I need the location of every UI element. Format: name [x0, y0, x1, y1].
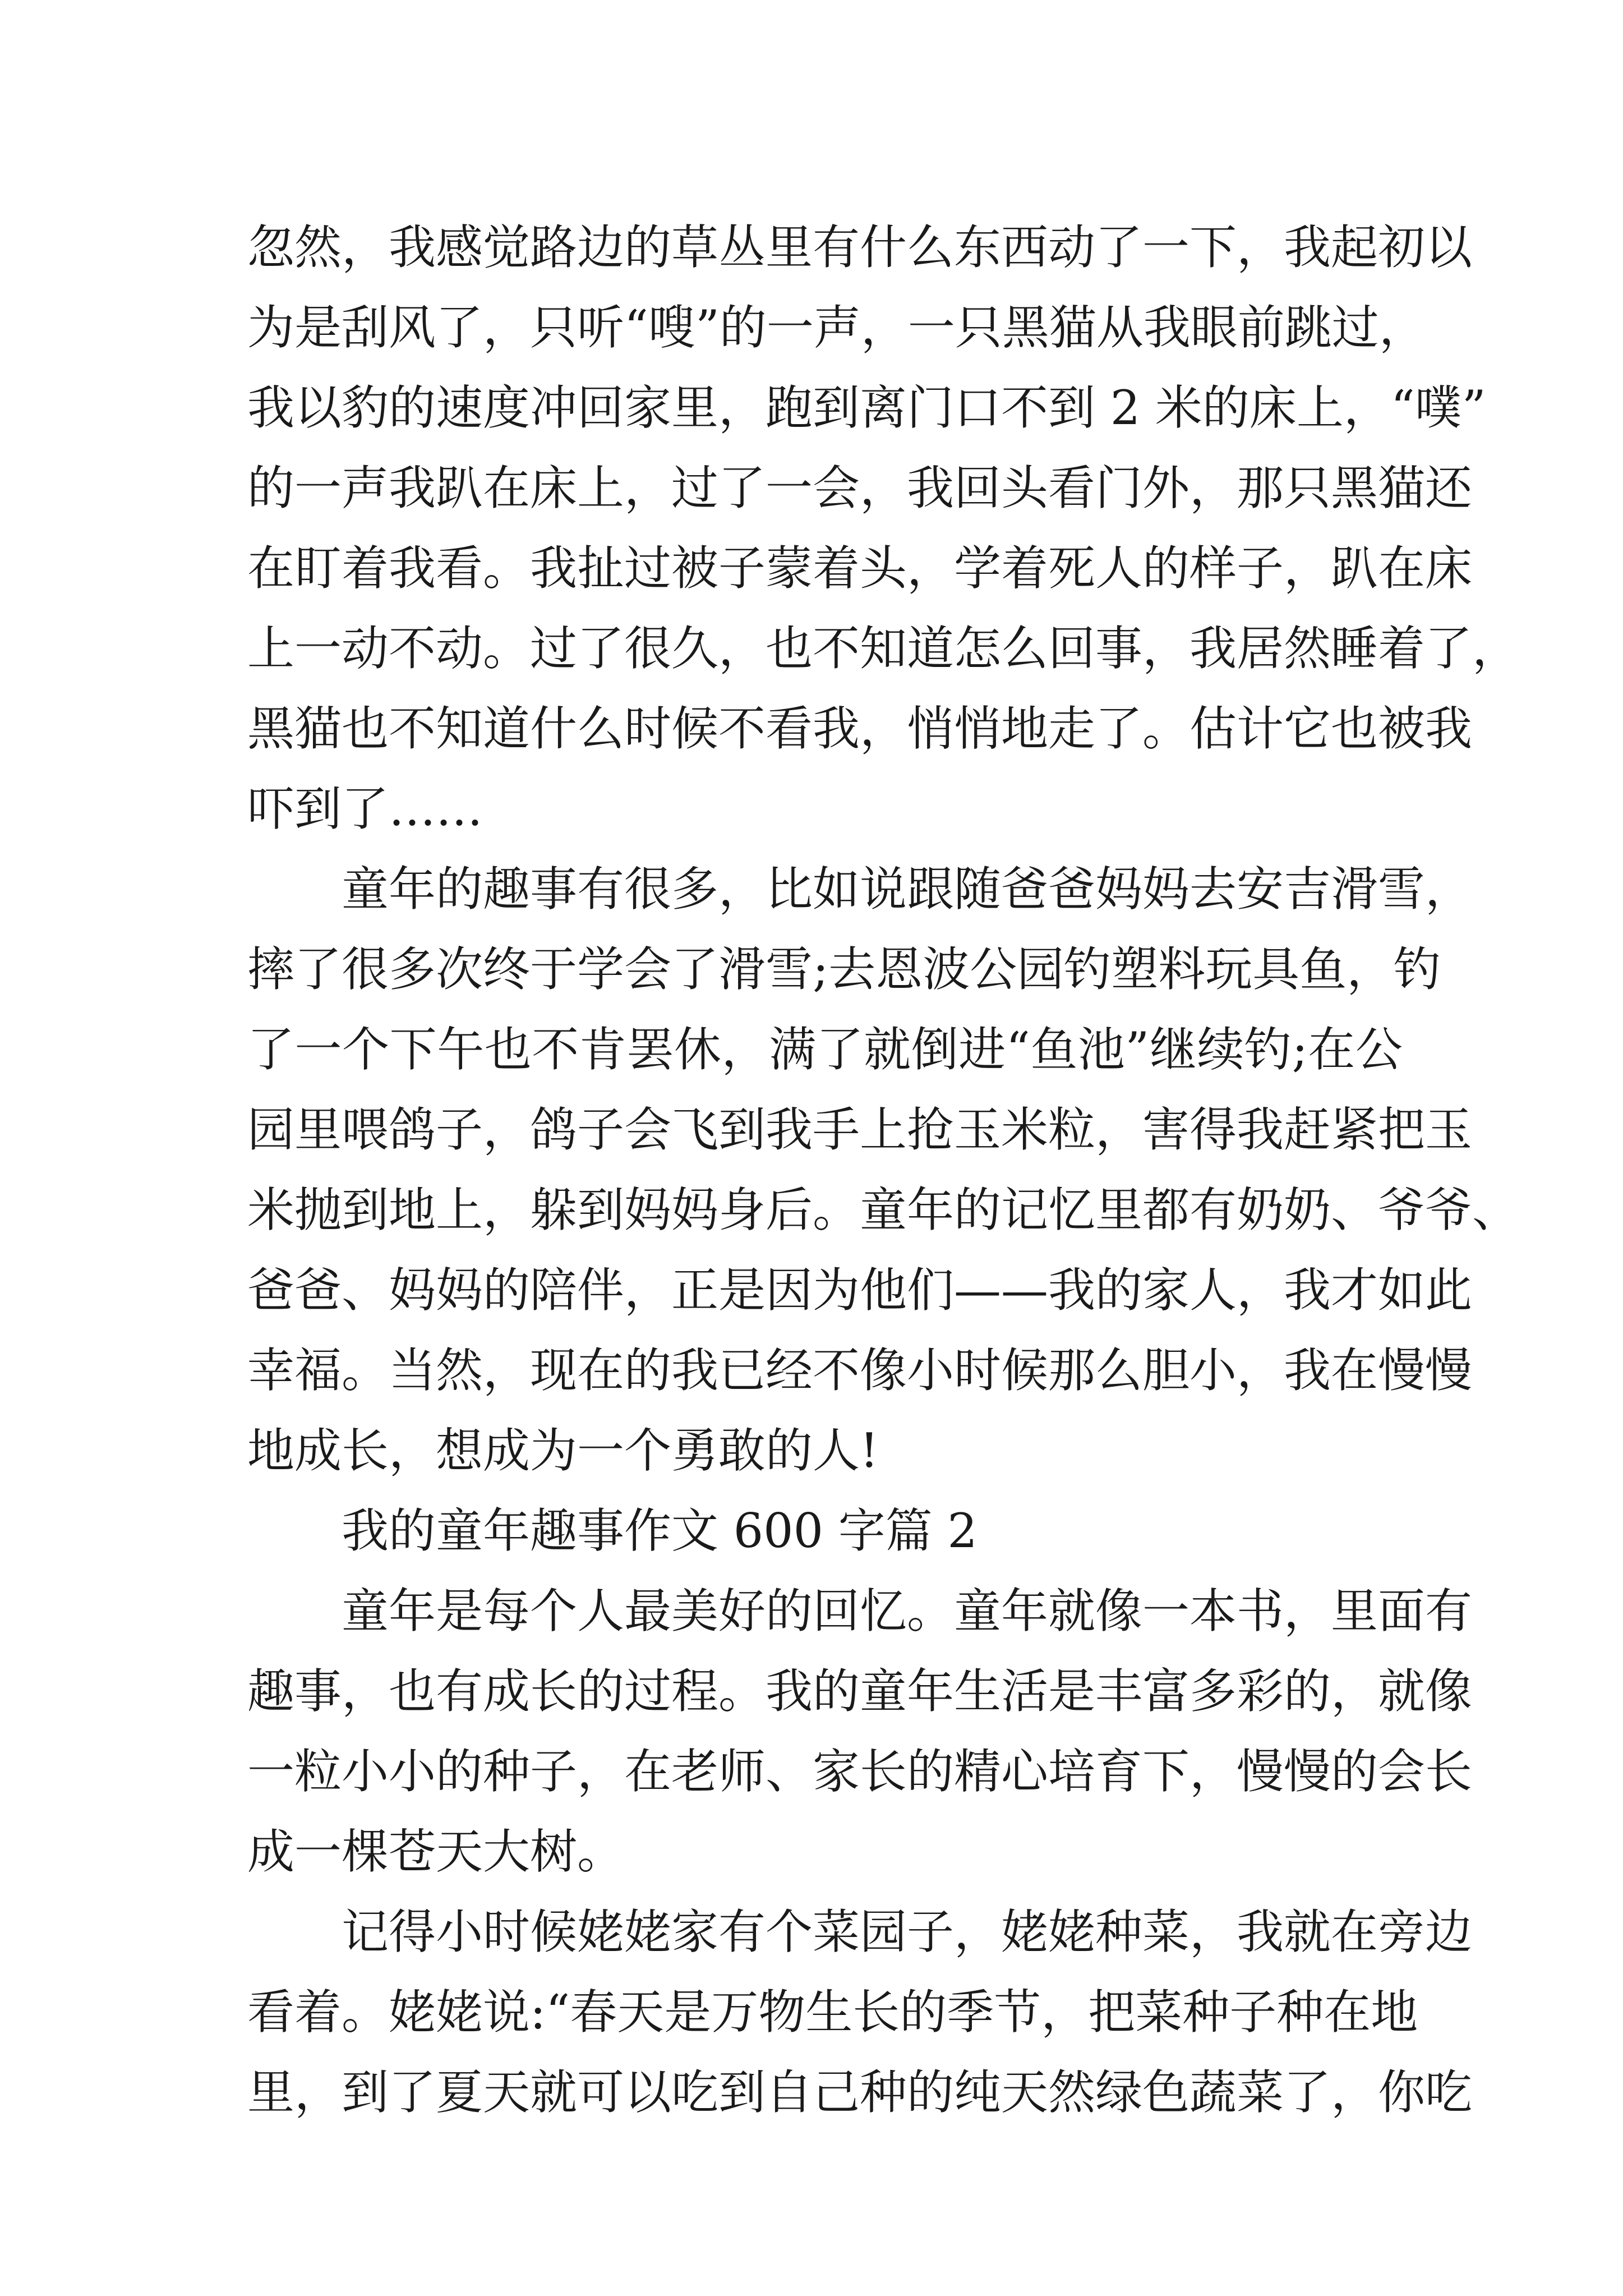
paragraph-first-line: 童年的趣事有很多，比如说跟随爸爸妈妈去安吉滑雪， — [342, 862, 1473, 917]
text-line: 米抛到地上，躲到妈妈身后。童年的记忆里都有奶奶、爷爷、 — [247, 1182, 1520, 1237]
text-line: 为是刮风了，只听“嗖”的一声，一只黑猫从我眼前跳过， — [247, 300, 1426, 355]
text-line: 吓到了…… — [247, 781, 483, 836]
text-line: 在盯着我看。我扯过被子蒙着头，学着死人的样子，趴在床 — [247, 541, 1473, 596]
text-line: 了一个下午也不肯罢休，满了就倒进“鱼池”继续钓;在公 — [247, 1022, 1403, 1077]
text-line: 里，到了夏天就可以吃到自己种的纯天然绿色蔬菜了，你吃 — [247, 2065, 1473, 2120]
paragraph-first-line: 记得小时候姥姥家有个菜园子，姥姥种菜，我就在旁边 — [342, 1904, 1473, 1959]
text-line: 地成长，想成为一个勇敢的人! — [247, 1423, 879, 1478]
text-line: 成一棵苍天大树。 — [247, 1824, 625, 1879]
text-line: 园里喂鸽子，鸽子会飞到我手上抢玉米粒，害得我赶紧把玉 — [247, 1102, 1473, 1157]
document-body — [247, 208, 1520, 2133]
text-line: 摔了很多次终于学会了滑雪;去恩波公园钓塑料玩具鱼，钓 — [247, 942, 1441, 997]
section-heading: 我的童年趣事作文 600 字篇 2 — [342, 1503, 978, 1558]
text-line: 爸爸、妈妈的陪伴，正是因为他们——我的家人，我才如此 — [247, 1263, 1473, 1318]
text-line: 幸福。当然，现在的我已经不像小时候那么胆小，我在慢慢 — [247, 1343, 1473, 1398]
text-line: 看着。姥姥说:“春天是万物生长的季节，把菜种子种在地 — [247, 1985, 1418, 2040]
text-line: 上一动不动。过了很久，也不知道怎么回事，我居然睡着了， — [247, 621, 1520, 676]
text-line: 我以豹的速度冲回家里，跑到离门口不到 2 米的床上，“噗” — [247, 380, 1486, 435]
text-line: 忽然，我感觉路边的草丛里有什么东西动了一下，我起初以 — [247, 220, 1473, 275]
text-line: 的一声我趴在床上，过了一会，我回头看门外，那只黑猫还 — [247, 461, 1473, 516]
text-line: 一粒小小的种子，在老师、家长的精心培育下，慢慢的会长 — [247, 1744, 1473, 1799]
text-line: 黑猫也不知道什么时候不看我，悄悄地走了。估计它也被我 — [247, 701, 1473, 756]
text-line: 趣事，也有成长的过程。我的童年生活是丰富多彩的，就像 — [247, 1664, 1473, 1719]
paragraph-first-line: 童年是每个人最美好的回忆。童年就像一本书，里面有 — [342, 1584, 1473, 1639]
